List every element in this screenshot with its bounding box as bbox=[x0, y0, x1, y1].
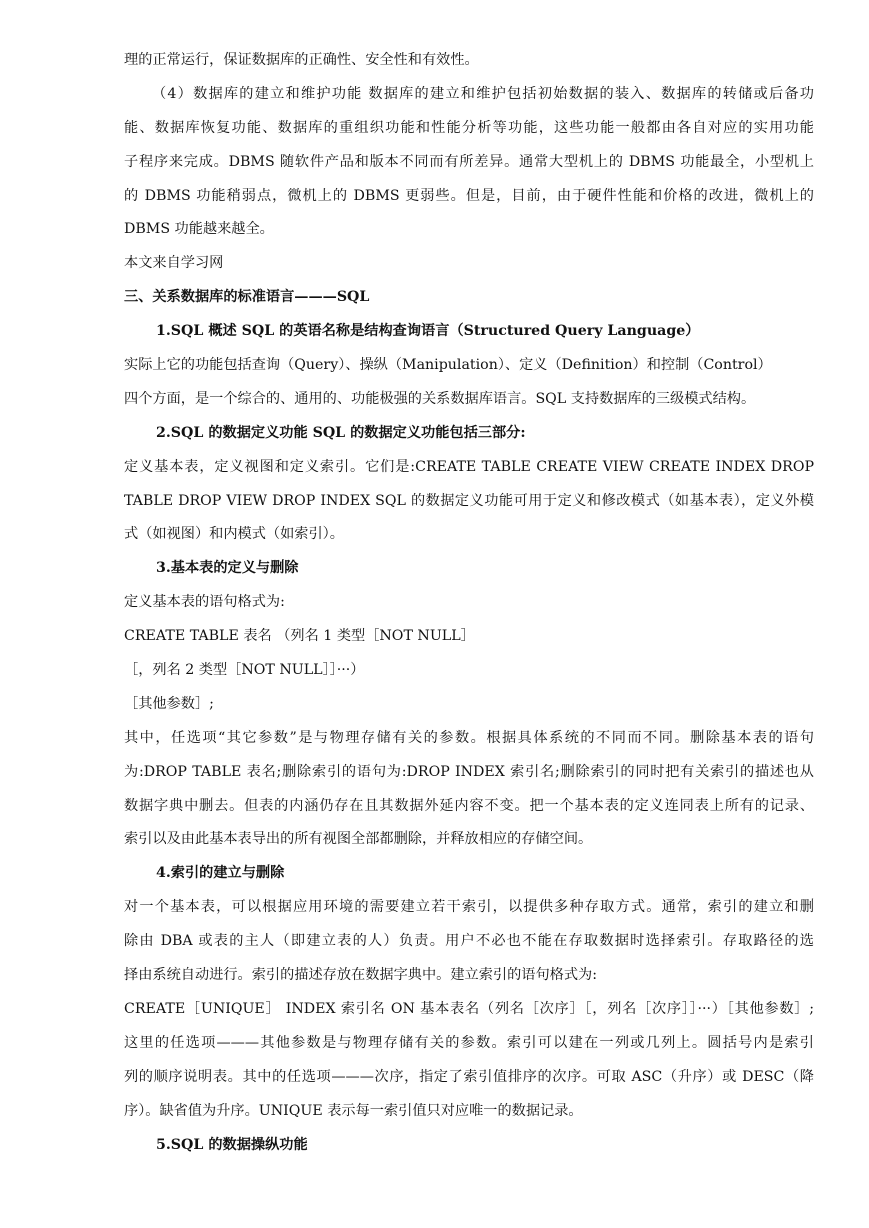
paragraph-line: 定义基本表，定义视图和定义索引。它们是:CREATE TABLE CREATE VIEW CREATE INDEX DROP bbox=[124, 458, 814, 475]
paragraph-line: 子程序来完成。DBMS 随软件产品和版本不同而有所差异。通常大型机上的 DBMS 功能最全，小型机上 bbox=[124, 153, 814, 170]
paragraph-line: 实际上它的功能包括查询（Query）、操纵（Manipulation）、定义（Definition）和控制（Control） bbox=[124, 357, 772, 374]
document-page bbox=[124, 44, 814, 1162]
paragraph-line: 定义基本表的语句格式为: bbox=[124, 594, 285, 611]
section-heading: 三、关系数据库的标准语言———SQL bbox=[124, 289, 370, 306]
paragraph-line: 除由 DBA 或表的主人（即建立表的人）负责。用户不必也不能在存取数据时选择索引。存取路径的选 bbox=[124, 933, 814, 950]
paragraph-line: 其中，任选项“其它参数”是与物理存储有关的参数。根据具体系统的不同而不同。删除基本表的语句 bbox=[124, 729, 814, 746]
paragraph-line: 这里的任选项———其他参数是与物理存储有关的参数。索引可以建在一列或几列上。圆括号内是索引 bbox=[124, 1034, 814, 1051]
paragraph-line: 的 DBMS 功能稍弱点，微机上的 DBMS 更弱些。但是，目前，由于硬件性能和价格的改进，微机上的 bbox=[124, 187, 814, 204]
paragraph-line: 式（如视图）和内模式（如索引）。 bbox=[124, 526, 344, 543]
paragraph-line: DBMS 功能越来越全。 bbox=[124, 221, 274, 238]
paragraph-line: TABLE DROP VIEW DROP INDEX SQL 的数据定义功能可用于定义和修改模式（如基本表），定义外模 bbox=[124, 492, 814, 509]
code-line: ［其他参数］; bbox=[124, 695, 214, 712]
paragraph-line: 能、数据库恢复功能、数据库的重组织功能和性能分析等功能，这些功能一般都由各自对应的实用功能 bbox=[124, 119, 814, 136]
paragraph-line: 理的正常运行，保证数据库的正确性、安全性和有效性。 bbox=[124, 52, 479, 68]
paragraph-line: 序）。缺省值为升序。UNIQUE 表示每一索引值只对应唯一的数据记录。 bbox=[124, 1102, 583, 1119]
subsection-heading: 3.基本表的定义与删除 bbox=[156, 560, 299, 577]
subsection-heading: 1.SQL 概述 SQL 的英语名称是结构查询语言（Structured Query Language） bbox=[156, 323, 700, 340]
paragraph-line: 数据字典中删去。但表的内涵仍存在且其数据外延内容不变。把一个基本表的定义连同表上所有的记录、 bbox=[124, 797, 814, 814]
source-note: 本文来自学习网 bbox=[124, 255, 224, 272]
subsection-heading: 2.SQL 的数据定义功能 SQL 的数据定义功能包括三部分: bbox=[156, 424, 526, 441]
code-line: CREATE TABLE 表名 （列名 1 类型［NOT NULL］ bbox=[124, 628, 475, 645]
paragraph-line: 四个方面，是一个综合的、通用的、功能极强的关系数据库语言。SQL 支持数据库的三级模式结构。 bbox=[124, 390, 756, 407]
paragraph-line: 索引以及由此基本表导出的所有视图全部都删除，并释放相应的存储空间。 bbox=[124, 831, 593, 848]
paragraph-line: 择由系统自动进行。索引的描述存放在数据字典中。建立索引的语句格式为: bbox=[124, 967, 597, 984]
code-line: ［，列名 2 类型［NOT NULL］］···） bbox=[124, 662, 365, 679]
subsection-heading: 5.SQL 的数据操纵功能 bbox=[156, 1136, 308, 1153]
paragraph-line: （4）数据库的建立和维护功能 数据库的建立和维护包括初始数据的装入、数据库的转储或后备功 bbox=[152, 85, 814, 102]
code-line: CREATE［UNIQUE］ INDEX 索引名 ON 基本表名（列名［次序］［，列名［次序］］···）［其他参数］; bbox=[124, 1000, 814, 1017]
subsection-heading: 4.索引的建立与删除 bbox=[156, 865, 285, 882]
paragraph-line: 对一个基本表，可以根据应用环境的需要建立若干索引，以提供多种存取方式。通常，索引的建立和删 bbox=[124, 899, 814, 916]
paragraph-line: 为:DROP TABLE 表名;删除索引的语句为:DROP INDEX 索引名;删除索引的同时把有关索引的描述也从 bbox=[124, 763, 814, 780]
paragraph-line: 列的顺序说明表。其中的任选项———次序，指定了索引值排序的次序。可取 ASC（升序）或 DESC（降 bbox=[124, 1068, 814, 1085]
